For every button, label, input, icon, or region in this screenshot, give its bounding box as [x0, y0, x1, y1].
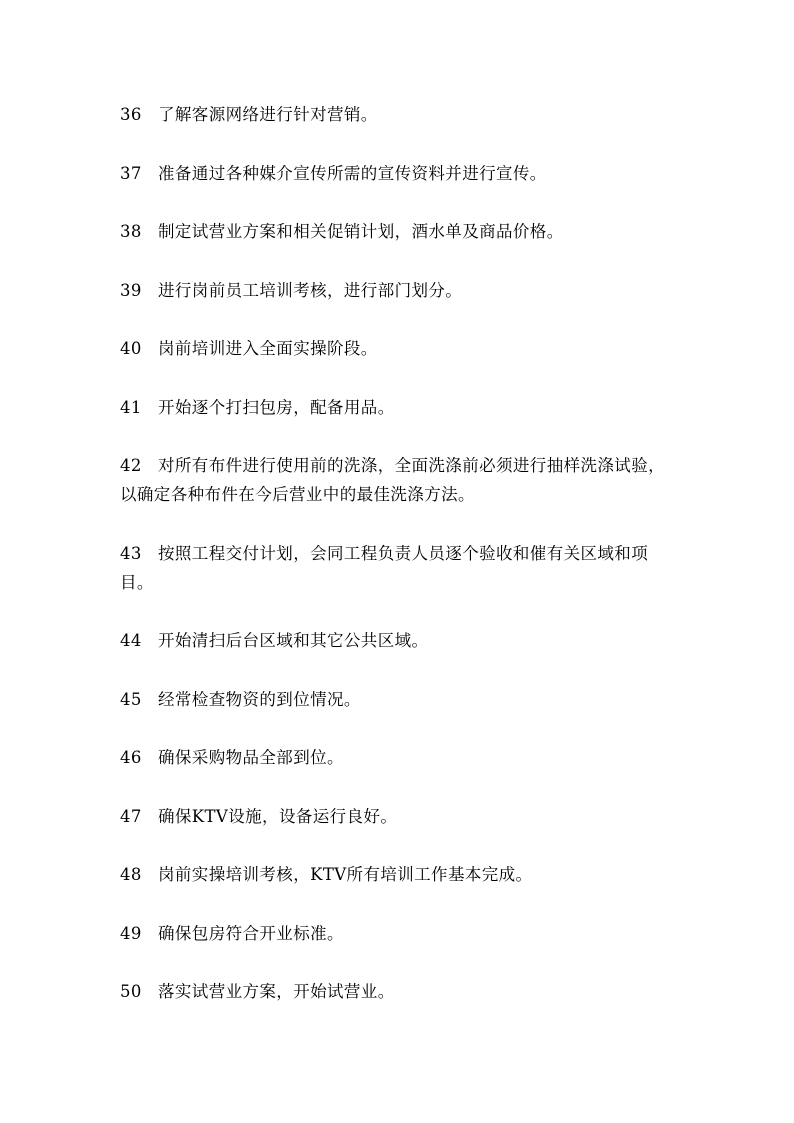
item-text: 开始清扫后台区域和其它公共区域。	[158, 631, 429, 650]
item-text: 确保KTV设施，设备运行良好。	[158, 806, 398, 826]
item-number: 49	[120, 923, 142, 943]
list-item	[120, 276, 680, 305]
item-text: 进行岗前员工培训考核，进行部门划分。	[158, 280, 463, 300]
list-item	[120, 743, 680, 772]
list-item	[120, 334, 680, 363]
item-number: 45	[120, 689, 142, 709]
item-number: 43	[120, 543, 142, 563]
item-text: 确保采购物品全部到位。	[158, 748, 344, 767]
item-text: 经常检查物资的到位情况。	[158, 689, 361, 709]
item-text: 确保包房符合开业标准。	[158, 923, 344, 943]
list-item	[120, 393, 680, 422]
list-item	[120, 977, 680, 1006]
list-item	[120, 626, 680, 655]
list-item	[120, 539, 680, 597]
list-item	[120, 802, 680, 831]
item-text: 准备通过各种媒介宣传所需的宣传资料并进行宣传。	[158, 163, 547, 183]
list-item	[120, 217, 680, 246]
item-text: 对所有布件进行使用前的洗涤，全面洗涤前必须进行抽样洗涤试验，以确定各种布件在今后营业中的最佳洗涤方法。	[120, 456, 665, 504]
item-number: 42	[120, 456, 142, 475]
list-item	[120, 685, 680, 714]
item-text: 了解客源网络进行针对营销。	[158, 105, 378, 124]
item-number: 46	[120, 748, 142, 767]
item-text: 制定试营业方案和相关促销计划，酒水单及商品价格。	[158, 222, 564, 241]
item-number: 41	[120, 397, 142, 417]
item-number: 50	[120, 982, 142, 1001]
item-number: 48	[120, 865, 142, 884]
item-text: 开始逐个打扫包房，配备用品。	[158, 397, 395, 417]
list-item	[120, 860, 680, 889]
list-item	[120, 159, 680, 188]
item-number: 40	[120, 339, 142, 358]
item-number: 38	[120, 222, 142, 241]
list-item	[120, 100, 680, 129]
item-text: 岗前培训进入全面实操阶段。	[158, 339, 378, 358]
item-text: 落实试营业方案，开始试营业。	[158, 982, 395, 1001]
item-number: 37	[120, 163, 142, 183]
item-number: 39	[120, 280, 142, 300]
item-number: 44	[120, 631, 142, 650]
list-item	[120, 919, 680, 948]
item-text: 按照工程交付计划，会同工程负责人员逐个验收和催有关区域和项目。	[120, 543, 649, 592]
task-list	[120, 100, 680, 1036]
item-number: 47	[120, 806, 142, 826]
item-number: 36	[120, 105, 142, 124]
item-text: 岗前实操培训考核，KTV所有培训工作基本完成。	[158, 865, 533, 884]
list-item	[120, 451, 680, 509]
